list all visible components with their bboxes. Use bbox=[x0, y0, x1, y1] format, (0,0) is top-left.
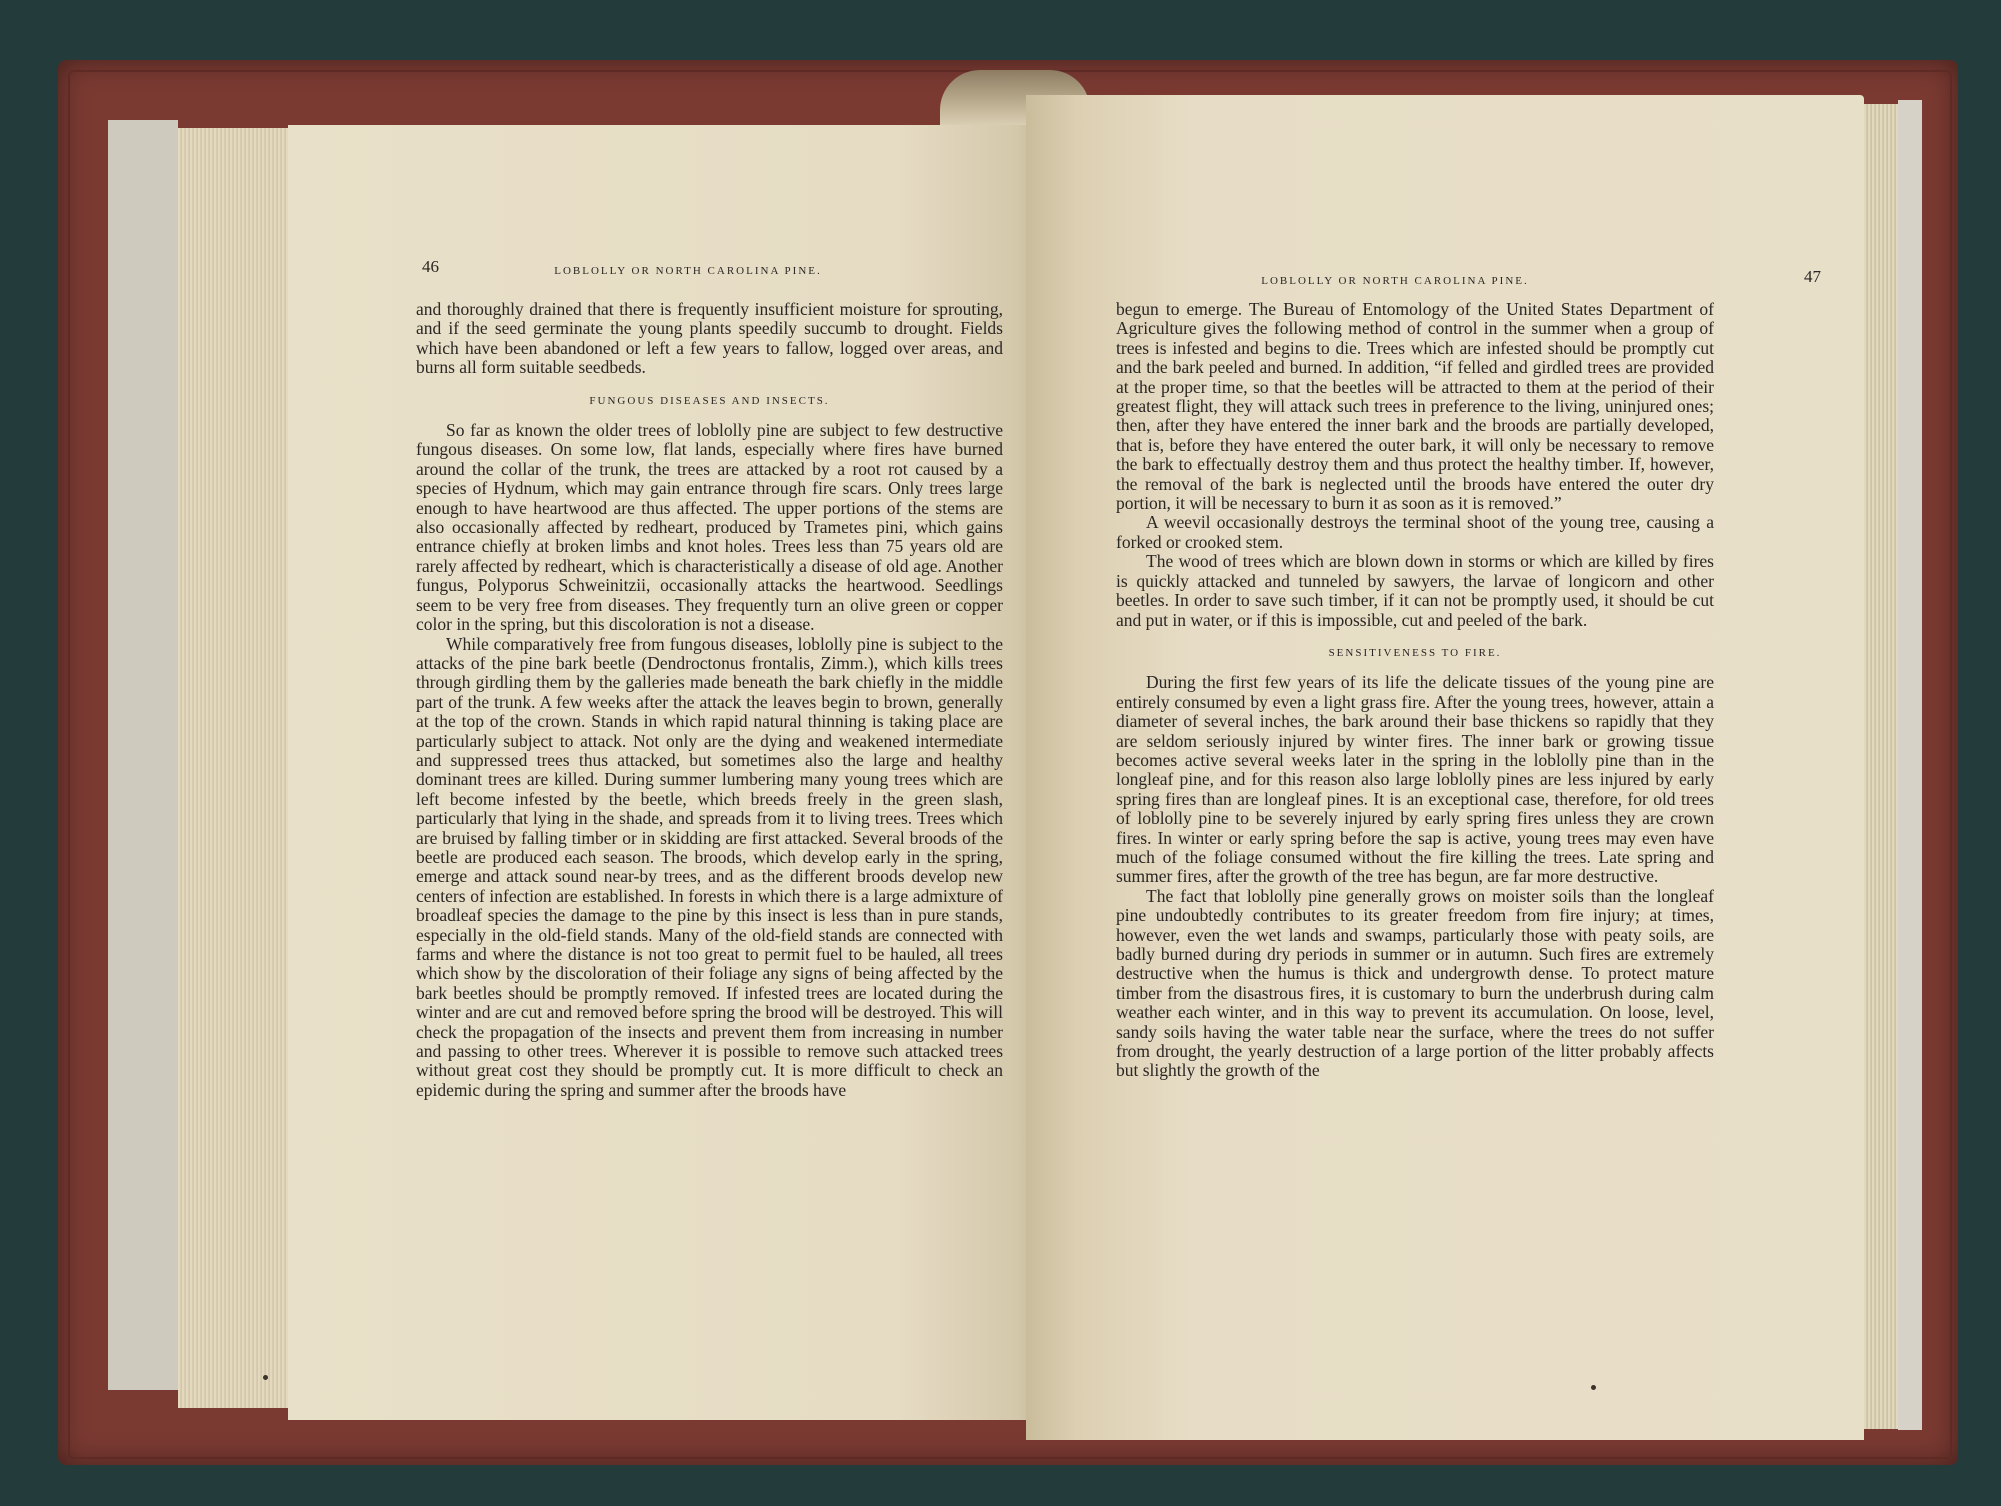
paragraph: While comparatively free from fungous diseases, loblolly pine is subject to the attacks of the pine bark beetle (Dendroctonus frontalis, Zimm.), which kills trees through girdling them by the galleries made beneath the bark chiefly in the middle part of the trunk. A few weeks after the attack the leaves begin to brown, generally at the top of the crown. Stands in which rapid natural thinning is taking place are particularly subject to attack. Not only are the dying and weakened intermediate and suppressed trees thus attacked, but sometimes also the large and healthy dominant trees are killed. During summer lumbering many young trees which are left become infested by the beetle, which breeds freely in the green slash, particularly that lying in the shade, and spreads from it to living trees. Trees which are bruised by falling timber or in skidding are first attacked. Several broods of the beetle are produced each season. The broods, which develop early in the spring, emerge and attack sound near-by trees, and as the different broods develop new centers of infection are established. In forests in which there is a large admixture of broadleaf species the damage to the pine by this insect is less than in pure stands, especially in the old-field stands. Many of the old-field stands are connected with farms and where the distance is not too great to permit fuel to be hauled, all trees which show by the discoloration of their foliage any signs of being affected by the bark beetles should be promptly removed. If infested trees are located during the winter and are cut and removed before spring the brood will be destroyed. This will check the propagation of the insects and prevent them from increasing in number and passing to other trees. Wherever it is possible to remove such attacked trees without great cost they should be promptly cut. It is more difficult to check an epidemic during the spring and summer after the broods have bbox=[416, 633, 1003, 1100]
paragraph: So far as known the older trees of loblolly pine are subject to few destructive fungous diseases. On some low, flat lands, especially where fires have burned around the collar of the trunk, the trees are attacked by a root rot caused by a species of Hydnum, which may gain entrance through fire scars. Only trees large enough to have heartwood are thus affected. The upper portions of the stems are also occasionally affected by redheart, produced by Trametes pini, which gains entrance chiefly at broken limbs and knot holes. Trees less than 75 years old are rarely affected by redheart, which is characteristically a disease of old age. Another fungus, Polyporus Schweinitzii, occasionally attacks the heartwood. Seedlings seem to be very free from diseases. They frequently turn an olive green or copper color in the spring, but this discoloration is not a disease. bbox=[416, 420, 1003, 635]
page-number: 46 bbox=[422, 257, 439, 276]
left-page bbox=[288, 125, 1048, 1420]
section-heading: SENSITIVENESS TO FIRE. bbox=[1328, 646, 1502, 659]
left-page-body bbox=[416, 300, 1003, 1100]
page-mark bbox=[263, 1375, 268, 1380]
paragraph: A weevil occasionally destroys the terminal shoot of the young tree, causing a forked or crooked stem. bbox=[1116, 512, 1714, 552]
page-number: 47 bbox=[1804, 267, 1821, 286]
right-page-stack bbox=[1864, 104, 1898, 1429]
paragraph: During the first few years of its life the delicate tissues of the young pine are entirely consumed by even a light grass fire. After the young trees, however, attain a diameter of several inches, the bark around their base thickens so rapidly that they are seldom seriously injured by winter fires. The inner bark or growing tissue becomes active several weeks later in the spring in the loblolly pine than in the longleaf pine, and for this reason also large loblolly pines are less injured by early spring fires than are longleaf pines. It is an exceptional case, therefore, for old trees of loblolly pine to be severely injured by early spring fires unless they are crown fires. In winter or early spring before the sap is active, young trees may even have much of the foliage consumed without the fire killing the trees. Late spring and summer fires, after the growth of the tree has begun, are far more destructive. bbox=[1116, 672, 1714, 887]
paragraph: The wood of trees which are blown down in storms or which are killed by fires is quickly attacked and tunneled by sawyers, the larvae of longicorn and other beetles. In order to save such timber, if it can not be promptly used, it should be cut and put in water, or if this is impossible, cut and peeled of the bark. bbox=[1116, 551, 1714, 630]
right-page-body bbox=[1116, 300, 1714, 1081]
running-head: LOBLOLLY OR NORTH CAROLINA PINE. bbox=[554, 265, 822, 277]
right-page bbox=[1026, 95, 1864, 1440]
left-page-stack bbox=[178, 128, 288, 1408]
paragraph: The fact that loblolly pine generally grows on moister soils than the longleaf pine undoubtedly contributes to its greater freedom from fire injury; at times, however, even the wet lands and swamps, particularly those with peaty soils, are badly burned during dry periods in summer or in autumn. Such fires are extremely destructive when the humus is thick and undergrowth dense. To protect mature timber from the disastrous fires, it is customary to burn the underbrush during calm weather each winter, and in this way to prevent its accumulation. On loose, level, sandy soils having the water table near the surface, where the trees do not suffer from drought, the yearly destruction of a large portion of the litter probably affects but slightly the growth of the bbox=[1116, 885, 1714, 1081]
right-flyleaf bbox=[1898, 100, 1922, 1430]
paragraph: begun to emerge. The Bureau of Entomology of the United States Department of Agriculture gives the following method of control in the summer when a group of trees is infested and begins to die. Trees which are infested should be promptly cut and the bark peeled and burned. In addition, “if felled and girdled trees are provided at the proper time, so that the beetles will be attracted to them at the period of their greatest flight, they will attack such trees in preference to the living, uninjured ones; then, after they have entered the inner bark and the broods are partially developed, that is, before they have entered the outer bark, it will only be necessary to remove the bark to effectually destroy them and thus protect the healthy timber. If, however, the removal of the bark is neglected until the broods have entered the outer dry portion, it will be necessary to burn it as soon as it is removed.” bbox=[1116, 299, 1714, 514]
section-heading: FUNGOUS DISEASES AND INSECTS. bbox=[589, 394, 830, 407]
left-flyleaf bbox=[108, 120, 178, 1390]
paragraph: and thoroughly drained that there is frequently insufficient moisture for sprouting, and if the seed germinate the young plants speedily succumb to drought. Fields which have been abandoned or left a few years to fallow, logged over areas, and burns all form suitable seedbeds. bbox=[416, 299, 1003, 378]
page-mark bbox=[1591, 1385, 1596, 1390]
running-head: LOBLOLLY OR NORTH CAROLINA PINE. bbox=[1261, 275, 1529, 287]
